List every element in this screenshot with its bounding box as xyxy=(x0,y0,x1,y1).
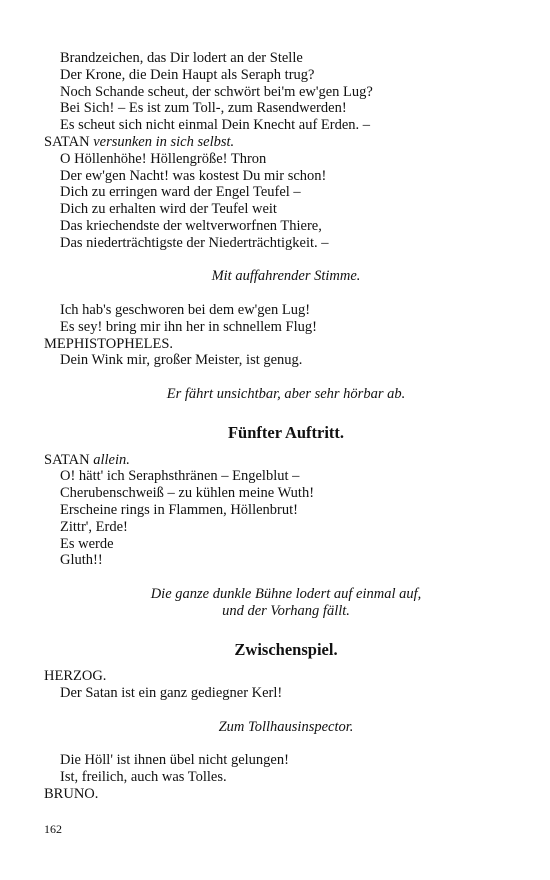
verse-line: Noch Schande scheut, der schwört bei'm ew'gen Lug? xyxy=(60,83,373,100)
verse-line: Der Krone, die Dein Haupt als Seraph trug? xyxy=(60,66,315,83)
verse-line: Brandzeichen, das Dir lodert an der Stelle xyxy=(60,50,303,66)
verse-line: Dich zu erhalten wird der Teufel weit xyxy=(60,201,277,218)
speaker-herzog: HERZOG. xyxy=(44,668,107,685)
speaker-direction: versunken in sich selbst. xyxy=(93,133,235,150)
verse-line: Zittr', Erde! xyxy=(60,518,128,535)
verse-line: Dein Wink mir, großer Meister, ist genug. xyxy=(60,352,303,369)
speaker-name: SATAN xyxy=(44,451,90,468)
verse-line: Das kriechendste der weltverworfnen Thiere, xyxy=(60,217,322,234)
speaker-bruno: BRUNO. xyxy=(44,785,99,802)
speaker-name: SATAN xyxy=(44,133,90,150)
verse-line: Der Satan ist ein ganz gediegner Kerl! xyxy=(60,685,283,702)
verse-line: O Höllenhöhe! Höllengröße! Thron xyxy=(60,150,267,167)
stage-direction: Die ganze dunkle Bühne lodert auf einmal auf, xyxy=(150,585,422,602)
verse-line: Ist, freilich, auch was Tolles. xyxy=(60,769,227,786)
verse-line: Es sey! bring mir ihn her in schnellem Flug! xyxy=(60,318,317,335)
verse-line: Gluth!! xyxy=(60,552,103,569)
stage-direction: und der Vorhang fällt. xyxy=(222,602,350,619)
page-number: 162 xyxy=(44,822,62,836)
verse-line: Der ew'gen Nacht! was kostest Du mir schon! xyxy=(60,167,327,184)
verse-line: Es scheut sich nicht einmal Dein Knecht auf Erden. – xyxy=(60,117,371,134)
stage-direction: Zum Tollhausinspector. xyxy=(218,718,354,735)
speaker-direction: allein. xyxy=(93,451,130,468)
verse-line: Es werde xyxy=(60,535,114,552)
verse-line: Cherubenschweiß – zu kühlen meine Wuth! xyxy=(60,485,315,502)
verse-line: Erscheine rings in Flammen, Höllenbrut! xyxy=(60,501,298,518)
verse-line: Bei Sich! – Es ist zum Toll-, zum Rasendwerden! xyxy=(60,100,347,117)
verse-line: Dich zu erringen ward der Engel Teufel – xyxy=(60,184,301,201)
verse-line: O! hätt' ich Seraphsthränen – Engelblut – xyxy=(60,468,300,485)
stage-direction: Er fährt unsichtbar, aber sehr hörbar ab. xyxy=(166,385,406,402)
stage-direction: Mit auffahrender Stimme. xyxy=(211,268,361,285)
verse-line: Die Höll' ist ihnen übel nicht gelungen! xyxy=(60,752,289,769)
scene-heading: Zwischenspiel. xyxy=(234,639,338,659)
speaker-mephistopheles: MEPHISTOPHELES. xyxy=(44,335,174,352)
speaker-satan xyxy=(44,452,512,469)
page-text xyxy=(44,50,512,803)
speaker-satan xyxy=(44,134,512,151)
scene-heading: Fünfter Auftritt. xyxy=(227,422,345,442)
verse-line: Das niederträchtigste der Niederträchtigkeit. – xyxy=(60,234,329,251)
verse-line: Ich hab's geschworen bei dem ew'gen Lug! xyxy=(60,301,311,318)
